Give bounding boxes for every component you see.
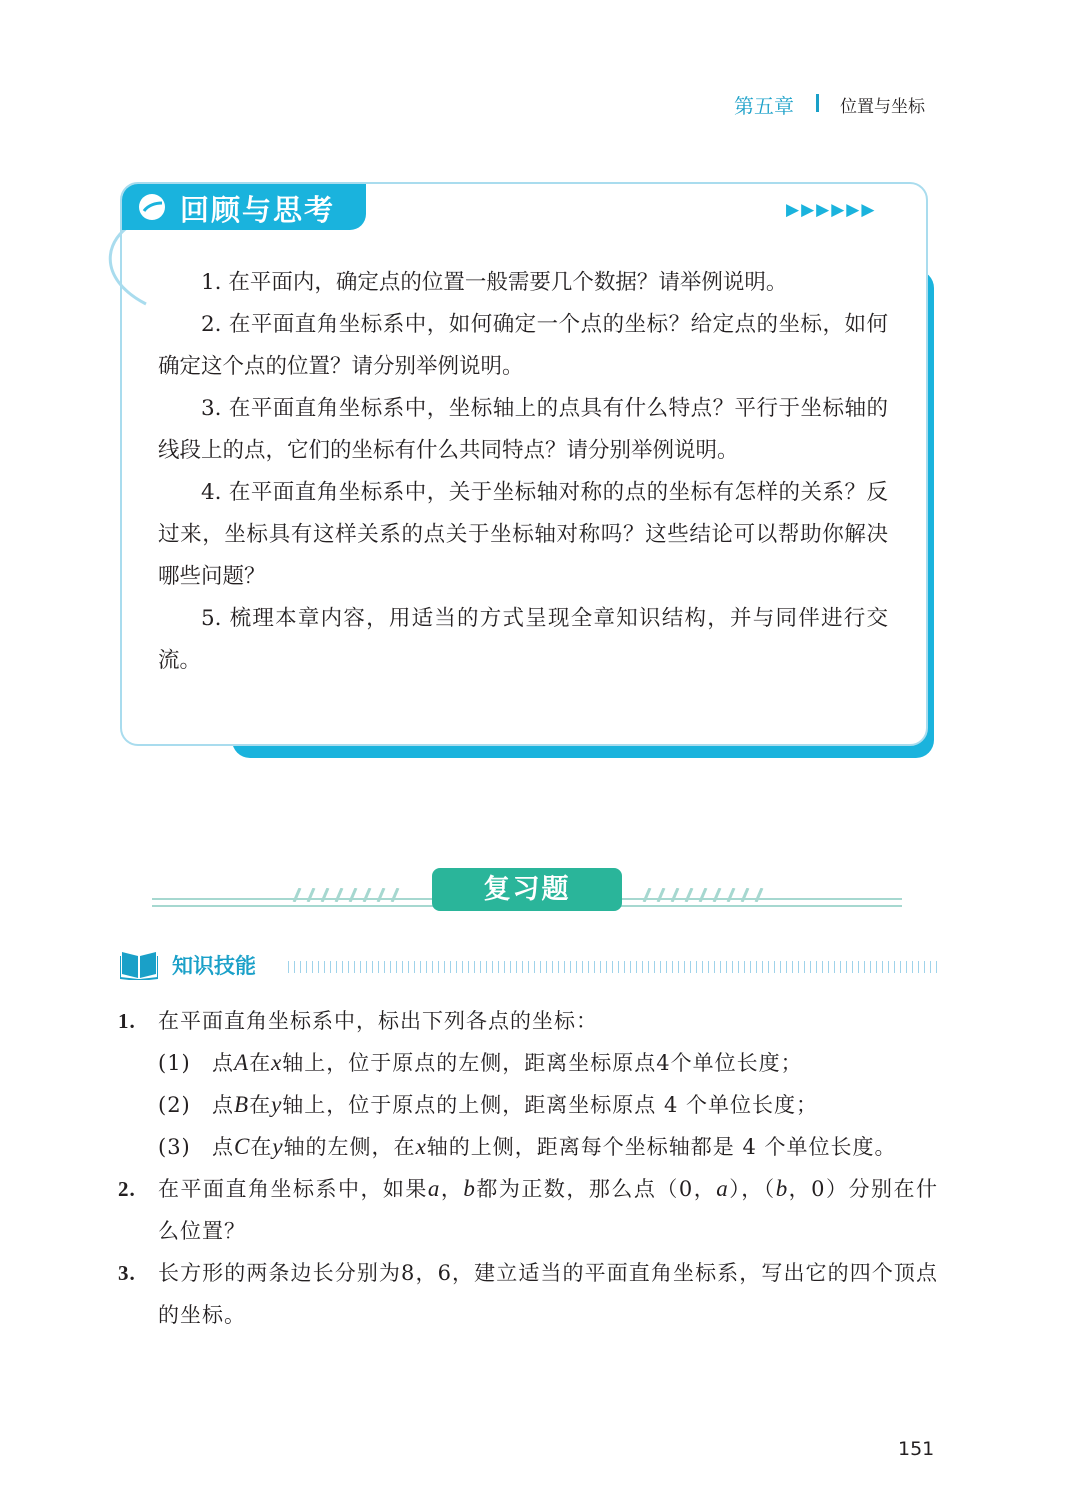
math-variable: b <box>775 1176 789 1201</box>
arrows-icon: ▶▶▶▶▶▶ <box>786 200 877 220</box>
subquestion-label: (3) <box>158 1135 191 1159</box>
math-variable: x <box>415 1134 427 1159</box>
review-item-1: 1. 在平面内，确定点的位置一般需要几个数据？请举例说明。 <box>201 270 788 295</box>
review-questions <box>158 262 888 682</box>
subquestion-3 <box>158 1126 938 1168</box>
book-icon <box>120 948 158 980</box>
text-span: 轴的左侧，在 <box>283 1135 416 1159</box>
circle-icon <box>138 193 166 221</box>
text-span: 点 <box>212 1093 234 1117</box>
subquestion-2 <box>158 1084 938 1126</box>
exercises-title: 复习题 <box>432 868 622 911</box>
chapter-label: 第五章 <box>734 94 794 118</box>
math-variable: a <box>716 1176 729 1201</box>
text-span: 在 <box>250 1135 273 1159</box>
hatch-decoration-left <box>290 888 410 902</box>
math-variable: y <box>271 1092 283 1117</box>
header-divider <box>816 94 819 112</box>
dotted-rule <box>288 961 938 973</box>
question-3 <box>118 1252 938 1336</box>
text-span: 都为正数，那么点（0， <box>475 1177 717 1201</box>
math-variable: y <box>272 1134 284 1159</box>
text-span: ， <box>440 1177 464 1201</box>
review-item-5: 5. 梳理本章内容，用适当的方式呈现全章知识结构，并与同伴进行交流。 <box>158 606 888 673</box>
text-span: ），（ <box>728 1177 776 1201</box>
text-span: 在平面直角坐标系中，如果 <box>158 1177 428 1201</box>
review-title: 回顾与思考 <box>180 193 336 227</box>
math-variable: b <box>463 1176 476 1201</box>
review-item-3: 3. 在平面直角坐标系中，坐标轴上的点具有什么特点？平行于坐标轴的线段上的点，它们的坐标有什么共同特点？请分别举例说明。 <box>158 396 888 463</box>
review-title-tab <box>122 184 366 230</box>
hatch-decoration-right <box>640 888 770 902</box>
text-span: 轴的上侧，距离每个坐标轴都是 4 个单位长度。 <box>426 1135 897 1159</box>
math-variable: C <box>234 1134 251 1159</box>
text-span: 点 <box>212 1135 234 1159</box>
question-text: 在平面直角坐标系中，标出下列各点的坐标： <box>158 1009 598 1033</box>
math-variable: A <box>234 1050 250 1075</box>
math-variable: x <box>271 1050 283 1075</box>
question-1 <box>118 1000 938 1042</box>
text-span: 轴上，位于原点的上侧，距离坐标原点 4 个单位长度； <box>282 1093 818 1117</box>
math-variable: B <box>234 1092 250 1117</box>
question-2 <box>118 1168 938 1252</box>
page-number: 151 <box>898 1438 935 1460</box>
question-text: 长方形的两条边长分别为8，6，建立适当的平面直角坐标系，写出它的四个顶点的坐标。 <box>158 1261 938 1327</box>
subquestion-1 <box>158 1042 938 1084</box>
text-span: 点 <box>212 1051 234 1075</box>
question-number: 2. <box>118 1177 136 1201</box>
text-span: 在 <box>249 1093 272 1117</box>
text-span: 在 <box>249 1051 272 1075</box>
page-header <box>0 90 1065 120</box>
text-span: ，0）分别在什么位置？ <box>158 1177 939 1243</box>
swoosh-decoration <box>96 218 156 308</box>
exercise-list <box>118 1000 938 1336</box>
subquestion-label: (1) <box>158 1051 191 1075</box>
text-span: 轴上，位于原点的左侧，距离坐标原点4个单位长度； <box>282 1051 803 1075</box>
subquestion-label: (2) <box>158 1093 191 1117</box>
question-number: 3. <box>118 1261 136 1285</box>
review-item-4: 4. 在平面直角坐标系中，关于坐标轴对称的点的坐标有怎样的关系？反过来，坐标具有这样关系的点关于坐标轴对称吗？这些结论可以帮助你解决哪些问题？ <box>158 480 888 589</box>
math-variable: a <box>427 1176 441 1201</box>
section-title: 知识技能 <box>172 954 256 978</box>
chapter-title: 位置与坐标 <box>840 97 925 117</box>
question-1-subparts <box>118 1042 938 1168</box>
question-number: 1. <box>118 1009 136 1033</box>
review-item-2: 2. 在平面直角坐标系中，如何确定一个点的坐标？给定点的坐标，如何确定这个点的位置？请分别举例说明。 <box>158 312 888 379</box>
